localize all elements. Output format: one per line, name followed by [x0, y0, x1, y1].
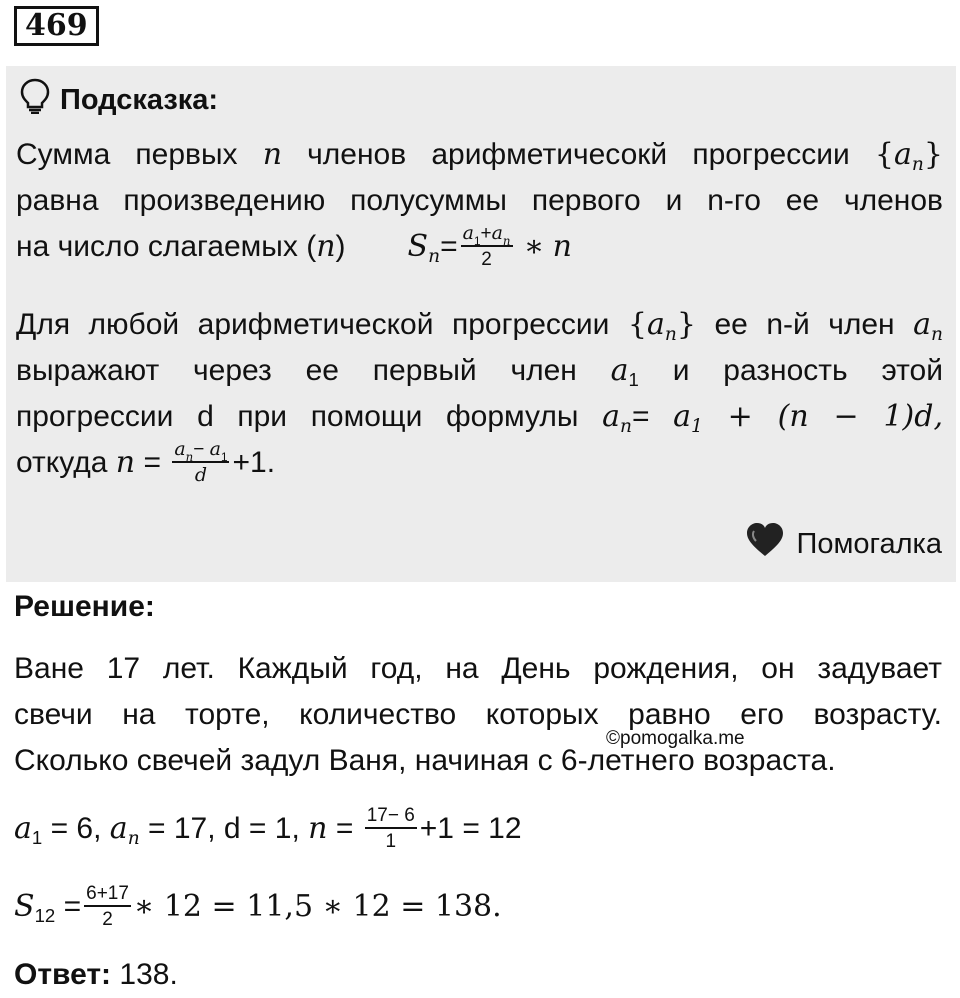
- lightbulb-icon: [20, 78, 50, 122]
- hint-paragraph-1: [16, 132, 943, 271]
- answer-label: Ответ:: [14, 958, 112, 991]
- answer-value: 138.: [119, 958, 178, 991]
- solution-text-line-3: Сколько свечей задул Ваня, начиная с 6-летнего возраста.: [14, 744, 836, 777]
- watermark: ©pomogalka.me: [606, 728, 745, 749]
- eq2-fraction: $\frac{6+17}{2}$: [86, 882, 129, 930]
- hint-p1-line-3: на число слагаемых (n) $S_n=$ $\frac{a_1+a_n}{2}$ ∗ n: [16, 221, 572, 270]
- solution-text-line-1: Ване 17 лет. Каждый год, на День рождения, он задувает: [14, 652, 942, 685]
- hint-p1-line-1: Сумма первых n членов арифметичесокй прогрессии $\{a_n\}$: [16, 137, 943, 175]
- brand-name: Помогалка: [796, 527, 942, 560]
- solution-equation-2: $S_{12}$ = $\frac{6+17}{2}$ ∗ 12 = 11,5 ∗ 12 = 138.: [14, 882, 502, 930]
- solution-text-line-2: свечи на торте, количество которых равно его возрасту.: [14, 698, 942, 731]
- hint-header: [20, 78, 218, 122]
- solution-text: [14, 646, 942, 784]
- hint-panel: [6, 66, 956, 582]
- solution-title: Решение:: [14, 590, 155, 623]
- brand-label: [745, 522, 942, 566]
- eq1-fraction: $\frac{17- 6}{1}$: [366, 804, 415, 852]
- hint-p2-line-3: прогрессии d при помощи формулы $a_n= a_1 + (n - 1)d$,: [16, 399, 943, 437]
- hint-p1-line-2: равна произведению полусуммы первого и n-го ее членов: [16, 184, 943, 217]
- hint-p2-line-4: откуда n = $\frac{a_n- a_1}{d}$ +1.: [16, 437, 276, 486]
- answer-line: [14, 952, 178, 998]
- hint-p2-line-2: выражают через ее первый член $a_1$ и разность этой: [16, 353, 943, 390]
- heart-icon: [745, 522, 785, 566]
- hint-p2-line-1: Для любой арифметической прогрессии $\{a_n\}$ ее n-й член $a_n$: [16, 307, 943, 345]
- problem-number: 469: [14, 6, 99, 46]
- hint-title: Подсказка:: [60, 83, 219, 116]
- hint-paragraph-2: [16, 302, 943, 487]
- solution-equation-1: $a_1 = 6$, $a_n = 17$, d = 1, n = $\frac{17- 6}{1}$ +1 = 12: [14, 804, 522, 852]
- sum-formula-fraction: $\frac{a_1+a_n}{2}$: [462, 221, 511, 270]
- n-formula-fraction: $\frac{a_n- a_1}{d}$: [174, 437, 228, 486]
